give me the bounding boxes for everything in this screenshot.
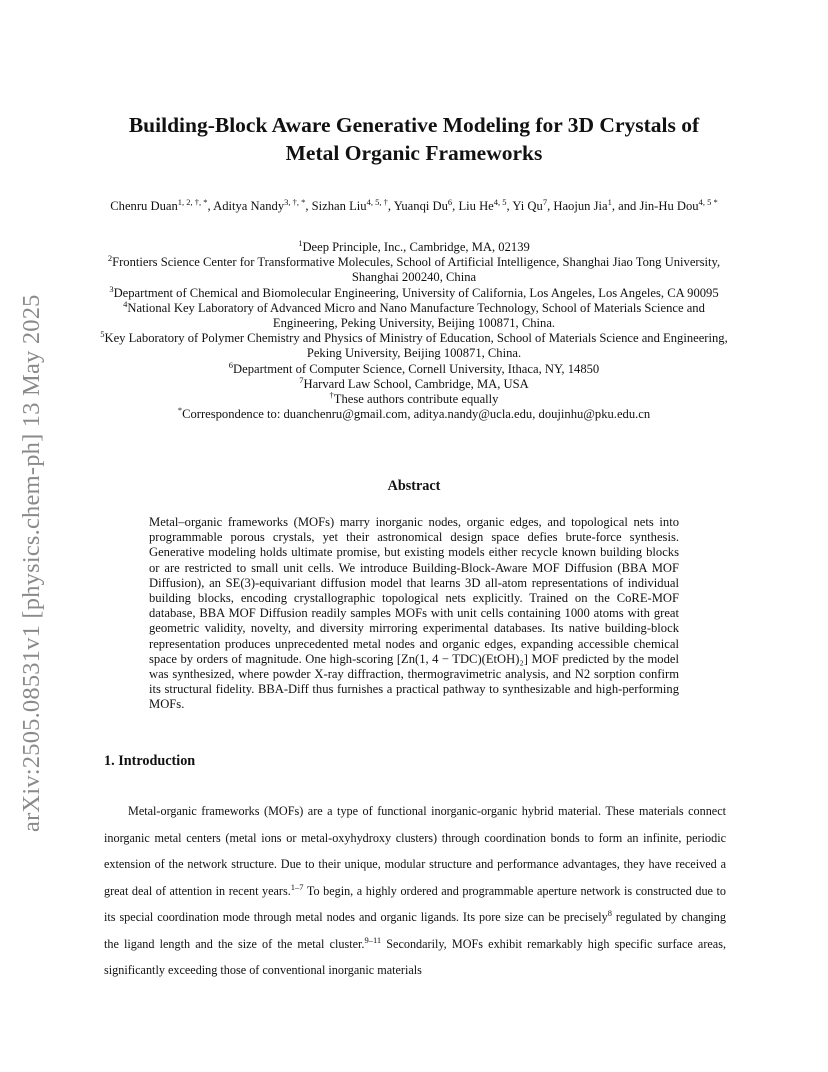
affiliation: $^5$Key Laboratory of Polymer Chemistry and Physics of Ministry of Education, School of Materials Science and Engineering, Peking University, Beijing 100871, China. (100, 329, 728, 361)
paper-title (100, 111, 728, 167)
citation: 9–11 (364, 934, 382, 945)
abstract-text: Metal–organic frameworks (MOFs) marry inorganic nodes, organic edges, and topological nets into programmable porous crystals, yet their astronomical design space defies brute-force synthesis. Generative modeling holds ultimate promise, but existing models either recycle known building blocks or are restricted to small unit cells. We introduce Building-Block-Aware MOF Diffusion (BBA MOF Diffusion), an SE(3)-equivariant diffusion model that learns 3D all-atom representations of individual building blocks, encoding crystallographic topological nets explicitly. Trained on the CoRE-MOF database, BBA MOF Diffusion readily samples MOFs with unit cells containing 1000 atoms with great geometric validity, novelty, and diversity mirroring experimental databases. Its native building-block representation produces unprecedented metal nodes and organic edges, expanding accessible chemical space by orders of magnitude. One high-scoring [Zn(1, 4 − TDC)(EtOH)₂] MOF predicted by the model was synthesized, where powder X-ray diffraction, thermogravimetric analysis, and N2 sorption confirm its structural fidelity. BBA-Diff thus furnishes a practical pathway to synthesizable and high-performing MOFs. (149, 515, 679, 712)
author-affil-sup: 7 (542, 196, 548, 207)
affiliation-list (96, 237, 732, 422)
affiliation: $^6$Department of Computer Science, Cornell University, Ithaca, NY, 14850 (228, 359, 600, 376)
affiliation: *Correspondence to: duanchenru@gmail.com, aditya.nandy@ucla.edu, doujinhu@pku.edu.cn (177, 405, 651, 422)
author: Aditya Nandy$^{3, \dagger, *}$, (213, 196, 312, 213)
author: Chenru Duan$^{1, 2, \dagger, *}$, (110, 196, 214, 213)
affiliation: $^7$Harvard Law School, Cambridge, MA, USA (299, 374, 529, 391)
author: Liu He$^{4, 5}$, (458, 196, 513, 213)
introduction-body (104, 798, 726, 984)
author: Yi Qu$^7$, (512, 196, 554, 213)
section-heading-introduction: 1. Introduction (104, 753, 196, 769)
author-affil-sup: 6 (447, 196, 453, 207)
author: Jin-Hu Dou$^{4, 5 *}$ (639, 196, 718, 213)
affiliation: †These authors contribute equally (329, 389, 499, 407)
author: Sizhan Liu$^{4, 5, \dagger}$, (311, 196, 394, 213)
author-affil-sup: 4, 5 (493, 196, 507, 207)
citation: 1–7 (290, 881, 304, 892)
author-affil-sup: 4, 5 * (698, 196, 718, 207)
author-affil-sup: 3, †, * (284, 196, 306, 207)
author: Haojun Jia$^1$, and (553, 196, 640, 213)
title-line-1: Building-Block Aware Generative Modeling for 3D Crystals of (128, 113, 700, 137)
author-list (100, 196, 728, 214)
author-affil-sup: 4, 5, † (366, 196, 388, 207)
author: Yuanqi Du$^6$, (393, 196, 459, 213)
citation: 8 (607, 907, 612, 918)
affiliation: $^4$National Key Laboratory of Advanced Micro and Nano Manufacture Technology, School of Materials Science and Engineering, Peking University, Beijing 100871, China. (123, 298, 705, 331)
intro-paragraph: Metal-organic frameworks (MOFs) are a type of functional inorganic-organic hybrid material. These materials connect inorganic metal centers (metal ions or metal-oxyhydroxy clusters) through coordination bonds to form an infinite, periodic extension of the network structure. Due to their unique, modular structure and performance advantages, they have received a great deal of attention in recent years.$^{1-7}$ To begin, a highly ordered and programmable aperture network is constructed due to its special coordination mode through metal nodes and organic ligands. Its pore size can be precisely$^8$ regulated by changing the ligand length and the size of the metal cluster.$^{9-11}$ Secondarily, MOFs exhibit remarkably high specific surface areas, significantly exceeding those of conventional inorganic materials (104, 804, 726, 977)
affiliation: $^2$Frontiers Science Center for Transformative Molecules, School of Artificial Intelligence, Shanghai Jiao Tong University, Shanghai 200240, China (107, 253, 721, 285)
abstract-heading: Abstract (387, 478, 441, 494)
author-affil-sup: 1, 2, †, * (177, 196, 208, 207)
title-line-2: Metal Organic Frameworks (285, 141, 543, 165)
affiliation: $^3$Department of Chemical and Biomolecular Engineering, University of California, Los Angeles, Los Angeles, CA 90095 (109, 283, 719, 300)
affiliation: $^1$Deep Principle, Inc., Cambridge, MA, 02139 (298, 237, 530, 254)
arxiv-watermark: arXiv:2505.08531v1 [physics.chem-ph] 13 May 2025 (18, 294, 45, 832)
author-affil-sup: 1 (607, 196, 612, 207)
